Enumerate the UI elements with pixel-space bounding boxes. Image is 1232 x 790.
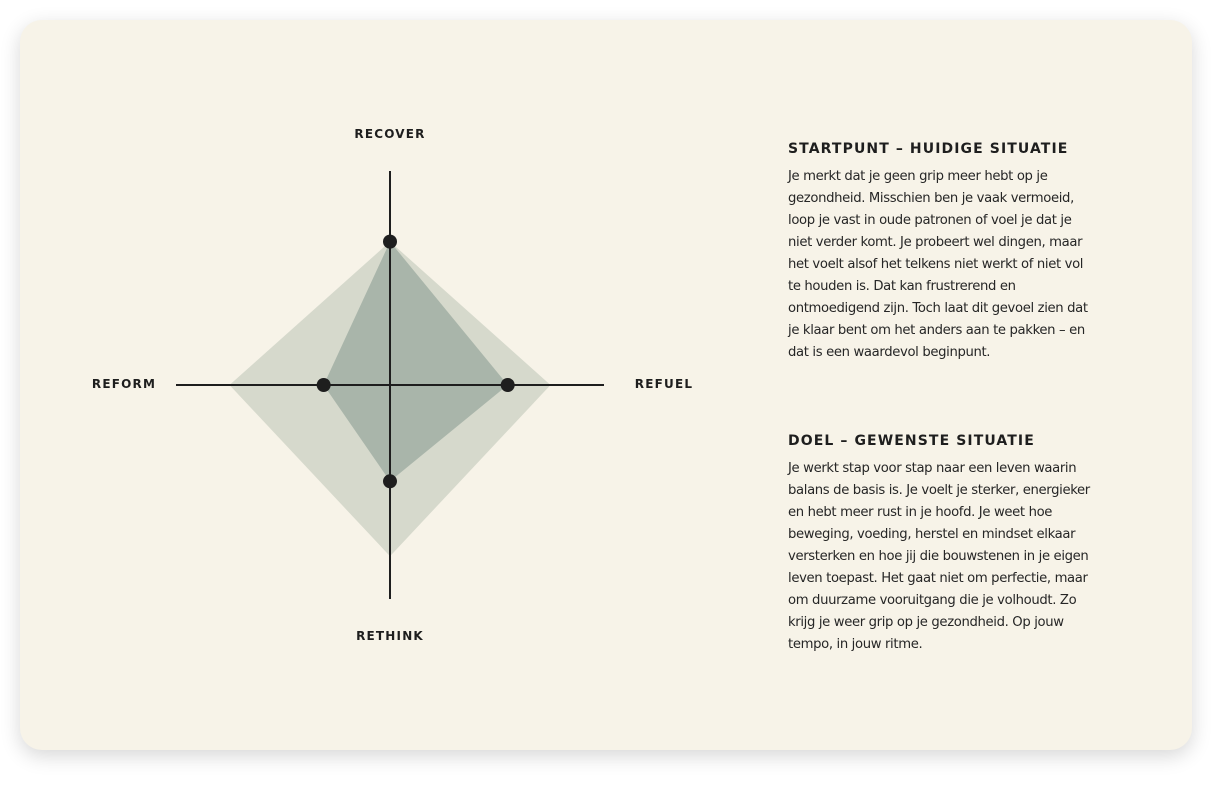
section-body — [788, 458, 1118, 656]
section-doel — [788, 433, 1118, 656]
radar-point-recover — [383, 235, 397, 249]
axis-label-rethink: RETHINK — [356, 629, 424, 643]
body-line: Je merkt dat je geen grip meer hebt op je — [788, 169, 1048, 184]
body-line: om duurzame vooruitgang die je volhoudt. Zo — [788, 593, 1077, 608]
radar-point-rethink — [383, 474, 397, 488]
radar-diagram — [20, 20, 780, 750]
body-line: je klaar bent om het anders aan te pakken – en — [788, 323, 1085, 338]
axis-label-refuel: REFUEL — [634, 377, 694, 391]
axis-label-reform: REFORM — [91, 377, 157, 391]
body-line: krijg je weer grip op je gezondheid. Op jouw — [788, 615, 1064, 630]
body-line: en hebt meer rust in je hoofd. Je weet hoe — [788, 505, 1053, 520]
body-line: Je werkt stap voor stap naar een leven waarin — [788, 461, 1077, 476]
card — [20, 20, 1192, 750]
section-startpunt — [788, 141, 1118, 364]
section-body — [788, 166, 1118, 364]
body-line: dat is een waardevol beginpunt. — [788, 345, 991, 360]
body-line: ontmoedigend zijn. Toch laat dit gevoel zien dat — [788, 301, 1088, 316]
body-line: het voelt alsof het telkens niet werkt of niet vol — [788, 257, 1084, 272]
body-line: leven toepast. Het gaat niet om perfectie, maar — [788, 571, 1088, 586]
body-line: beweging, voeding, herstel en mindset elkaar — [788, 527, 1076, 542]
body-line: balans de basis is. Je voelt je sterker, energieker — [788, 483, 1090, 498]
axis-label-recover: RECOVER — [354, 127, 426, 141]
radar-point-reform — [317, 378, 331, 392]
body-line: tempo, in jouw ritme. — [788, 637, 923, 652]
body-line: gezondheid. Misschien ben je vaak vermoeid, — [788, 191, 1074, 206]
section-title: DOEL – GEWENSTE SITUATIE — [788, 433, 1035, 449]
body-line: niet verder komt. Je probeert wel dingen, maar — [788, 235, 1083, 250]
radar-point-refuel — [501, 378, 515, 392]
body-line: loop je vast in oude patronen of voel je dat je — [788, 213, 1072, 228]
body-line: te houden is. Dat kan frustrerend en — [788, 279, 1016, 294]
section-title: STARTPUNT – HUIDIGE SITUATIE — [788, 141, 1069, 157]
body-line: versterken en hoe jij die bouwstenen in je eigen — [788, 549, 1089, 564]
